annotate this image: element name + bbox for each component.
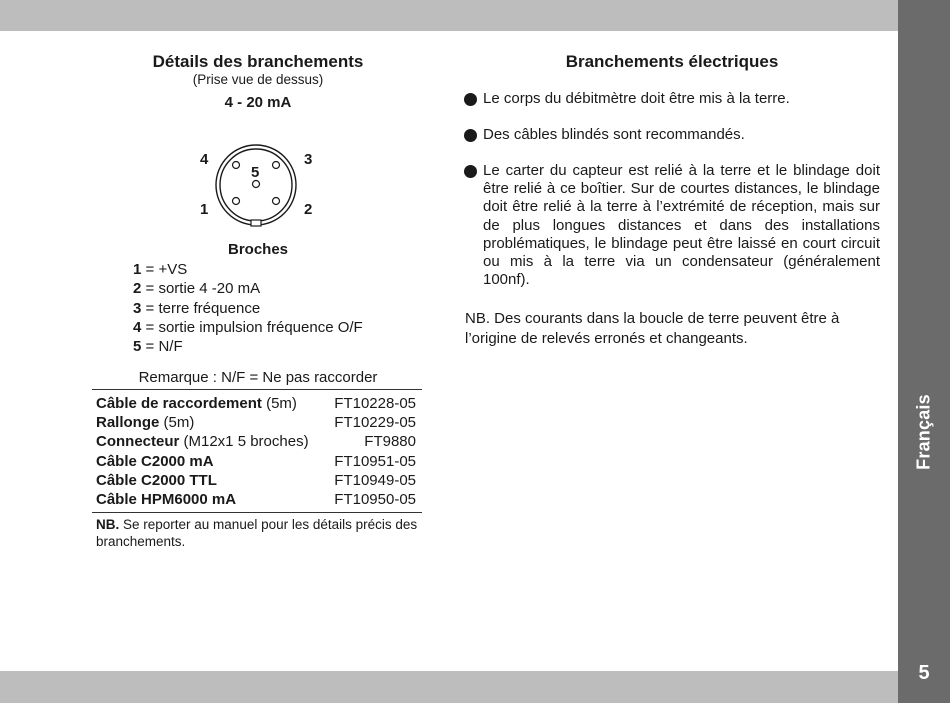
table-bottom-rule: [92, 512, 422, 513]
part-code: FT9880: [364, 433, 416, 451]
electrical-connections-title: Branchements électriques: [565, 52, 779, 71]
bullet-item: [464, 162, 880, 289]
part-row: [96, 490, 416, 509]
signal-type: 4 - 20 mA: [224, 94, 292, 111]
pin-row: [133, 318, 363, 337]
pin-number: 4: [133, 318, 142, 336]
part-row: [96, 471, 416, 490]
part-code: FT10949-05: [334, 471, 416, 489]
part-name: Câble HPM6000 mA: [96, 491, 237, 509]
bullet-item: [464, 126, 880, 144]
top-band: [0, 0, 898, 31]
part-row: [96, 413, 416, 432]
connector-key-notch: [251, 220, 261, 226]
bullet-dot-icon: [464, 129, 477, 142]
remark: Remarque : N/F = Ne pas raccorder: [138, 369, 378, 386]
pin-5-hole: [253, 181, 260, 188]
pin-label-5: 5: [251, 164, 260, 181]
page-number: 5: [918, 662, 930, 684]
pin-4-hole: [233, 162, 240, 169]
part-detail: (M12x1 5 broches): [179, 433, 309, 451]
pin-number: 3: [133, 299, 142, 317]
pin-label-4: 4: [200, 151, 209, 168]
part-code: FT10228-05: [334, 395, 416, 412]
pin-row: [133, 279, 363, 298]
pin-row: [133, 299, 363, 318]
note-text: Se reporter au manuel pour les détails précis des branchements.: [96, 517, 418, 549]
pin-label-2: 2: [304, 201, 313, 218]
bullet-text: Des câbles blindés sont recommandés.: [483, 126, 745, 143]
part-name: Rallonge: [96, 414, 160, 432]
table-top-rule: [92, 389, 422, 390]
part-name: Câble de raccordement: [96, 395, 262, 412]
bullet-item: [464, 90, 880, 108]
bullet-dot-icon: [464, 93, 477, 106]
pin-row: [133, 260, 363, 279]
bullet-text: Le corps du débitmètre doit être mis à la terre.: [483, 90, 790, 107]
bullet-text: Le carter du capteur est relié à la terre et le blindage doit être relié à ce boîtier. Sur de courtes distances, le blindage doit être relié à la terre à l’extrémité de réception, mais sur de plus longues distances et dans des installations problématiques, le blindage peut être laissé en court circuit ou mis à la terre via un condensateur (généralement 100nf).: [483, 162, 880, 289]
pin-description: = sortie 4 -20 mA: [141, 280, 261, 298]
part-detail: (5m): [261, 395, 297, 412]
language-side-tab: [898, 0, 950, 703]
pin-description: = terre fréquence: [141, 299, 261, 317]
pins-title: Broches: [227, 241, 289, 258]
connection-details-subtitle: (Prise vue de dessus): [192, 72, 324, 87]
pin-number: 1: [133, 261, 142, 278]
part-name: Connecteur: [96, 433, 180, 451]
pin-number: 5: [133, 338, 142, 356]
note-label: NB.: [96, 517, 120, 532]
connection-details-title: Détails des branchements: [152, 52, 364, 71]
left-note: [96, 517, 426, 550]
bottom-band: [0, 671, 898, 703]
part-row: [96, 394, 416, 413]
connector-pinout-diagram: [190, 140, 330, 240]
pin-description: = +VS: [141, 261, 188, 278]
pin-2-hole: [273, 198, 280, 205]
right-note: NB. Des courants dans la boucle de terre peuvent être à l’origine de relevés erronés et changeants.: [465, 310, 840, 347]
part-code: FT10229-05: [334, 414, 416, 432]
pin-row: [133, 337, 363, 356]
pin-description: = N/F: [141, 338, 183, 356]
part-row: [96, 432, 416, 451]
part-name: Câble C2000 TTL: [96, 471, 217, 489]
part-code: FT10951-05: [334, 452, 416, 470]
bullet-dot-icon: [464, 165, 477, 178]
pin-number: 2: [133, 280, 142, 298]
pin-3-hole: [273, 162, 280, 169]
pin-label-1: 1: [200, 201, 209, 218]
part-detail: (5m): [159, 414, 195, 432]
pin-list: [133, 260, 363, 356]
pin-label-3: 3: [304, 151, 313, 168]
pin-1-hole: [233, 198, 240, 205]
part-name: Câble C2000 mA: [96, 452, 214, 470]
part-row: [96, 452, 416, 471]
pin-description: = sortie impulsion fréquence O/F: [141, 318, 363, 336]
part-code: FT10950-05: [334, 491, 416, 509]
parts-table: [96, 394, 416, 509]
